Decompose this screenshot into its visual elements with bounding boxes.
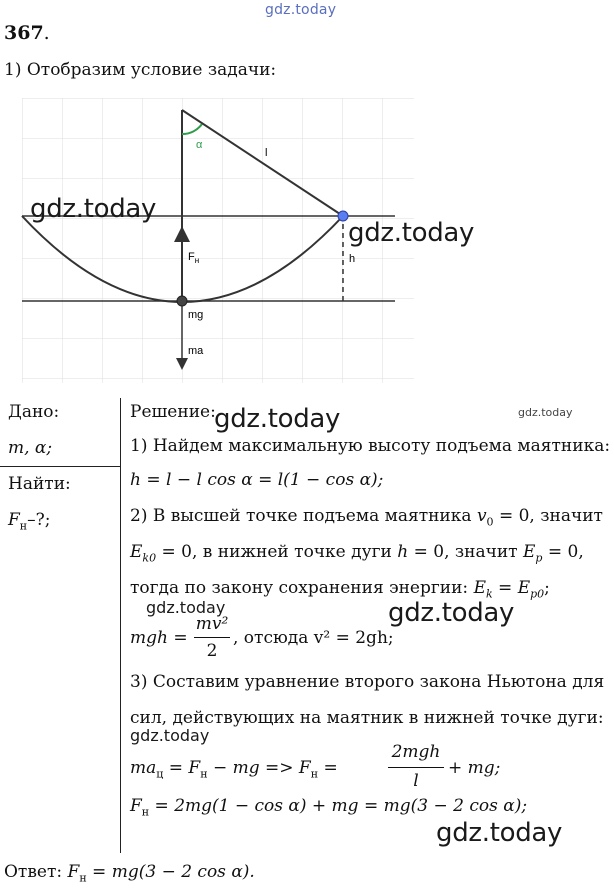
line10-sub: н (141, 805, 150, 819)
line5-sub2: p0 (530, 587, 545, 601)
line3-var: v (476, 506, 487, 526)
watermark-line6: gdz.today (388, 598, 515, 628)
length-label: l (265, 147, 268, 159)
given-divider-horizontal (0, 466, 121, 467)
solution-line-8: сил, действующих на маятник в нижней точке дуги: (130, 708, 604, 728)
bottom-position-point (177, 296, 187, 306)
line4-var2: h (397, 542, 409, 562)
line10-var: F (130, 796, 142, 816)
line6-numerator: mv² (195, 614, 229, 634)
line6-denominator: 2 (206, 641, 218, 661)
solution-line-1: 1) Найдем максимальную высоту подъема маятника: (130, 436, 611, 456)
line9-sub: ц (156, 767, 164, 781)
line5-sub1: k (485, 587, 493, 601)
line9-mid: = F (163, 758, 201, 778)
line5-text: тогда по закону сохранения энергии: (130, 578, 474, 598)
line4-sub1: k0 (142, 551, 157, 565)
line9-eq: = (318, 758, 338, 778)
answer-label: Ответ: (4, 862, 68, 882)
pendulum-diagram (0, 88, 614, 388)
watermark-diagram-left: gdz.today (30, 194, 157, 224)
line5-tail: ; (544, 578, 550, 598)
accel-label: ma (188, 345, 204, 357)
line4-tail: = 0, (542, 542, 584, 562)
force-label: $F_н$ (188, 251, 200, 265)
line9-sub2: н (200, 767, 208, 781)
given-title: Дано: (8, 402, 60, 422)
line9-denominator: l (413, 771, 419, 791)
line4-text1: = 0, в нижней точке дуги (156, 542, 398, 562)
top-position-point (338, 211, 348, 221)
solution-line-6-rest: , отсюда v² = 2gh; (233, 628, 394, 648)
line9-mid2: − mg => F (207, 758, 311, 778)
line5-var1: E (473, 578, 486, 598)
alpha-label: α (196, 139, 203, 151)
watermark-top: gdz.today (265, 2, 337, 18)
solution-line-9-rest: + mg; (448, 758, 501, 778)
line9-sub3: н (310, 767, 319, 781)
watermark-solution: gdz.today (214, 404, 341, 434)
answer (4, 862, 255, 884)
solution-line-7: 3) Составим уравнение второго закона Ньютона для (130, 672, 605, 692)
given-values: m, α; (8, 438, 53, 458)
solution-line-3 (130, 506, 603, 528)
find-suffix: –?; (27, 510, 51, 530)
step1-title: 1) Отобразим условие задачи: (4, 60, 277, 80)
problem-number (4, 22, 50, 44)
find-sub: н (19, 519, 28, 533)
line9-fraction-bar (388, 767, 444, 768)
answer-sub: н (79, 871, 87, 885)
watermark-line5: gdz.today (146, 598, 226, 617)
answer-var: F (67, 862, 80, 882)
solution-line-6-lhs: mgh = (130, 628, 188, 648)
solution-line-2: h = l − l cos α = l(1 − cos α); (130, 470, 384, 490)
line4-var3: E (523, 542, 536, 562)
find-var: F (8, 510, 20, 530)
problem-number-dot: . (43, 22, 50, 44)
find-value (8, 510, 50, 532)
line3-sub: 0 (486, 515, 494, 529)
solution-line-10 (130, 796, 527, 818)
problem-number-value: 367 (4, 22, 44, 44)
line9-lhs: ma (130, 758, 157, 778)
solution-line-4 (130, 542, 584, 564)
line9-numerator: 2mgh (391, 742, 441, 762)
line3-text: 2) В высшей точке подъема маятника (130, 506, 477, 526)
line5-eq: = E (492, 578, 531, 598)
line4-var1: E (130, 542, 143, 562)
solution-line-9 (130, 758, 338, 780)
gravity-label: mg (188, 309, 204, 321)
watermark-solution-small: gdz.today (518, 406, 573, 419)
find-title: Найти: (8, 474, 71, 494)
watermark-diagram-right: gdz.today (348, 218, 475, 248)
line10-rest: = 2mg(1 − cos α) + mg = mg(3 − 2 cos α); (149, 796, 528, 816)
watermark-line8: gdz.today (130, 726, 210, 745)
line4-text2: = 0, значит (408, 542, 523, 562)
answer-formula: = mg(3 − 2 cos α). (86, 862, 255, 882)
watermark-line10: gdz.today (436, 818, 563, 848)
height-label: h (349, 253, 356, 265)
solution-title: Решение: (130, 402, 216, 422)
line4-sub2: p (535, 551, 543, 565)
line6-fraction-bar (194, 637, 230, 638)
line3-tail: = 0, значит (493, 506, 603, 526)
